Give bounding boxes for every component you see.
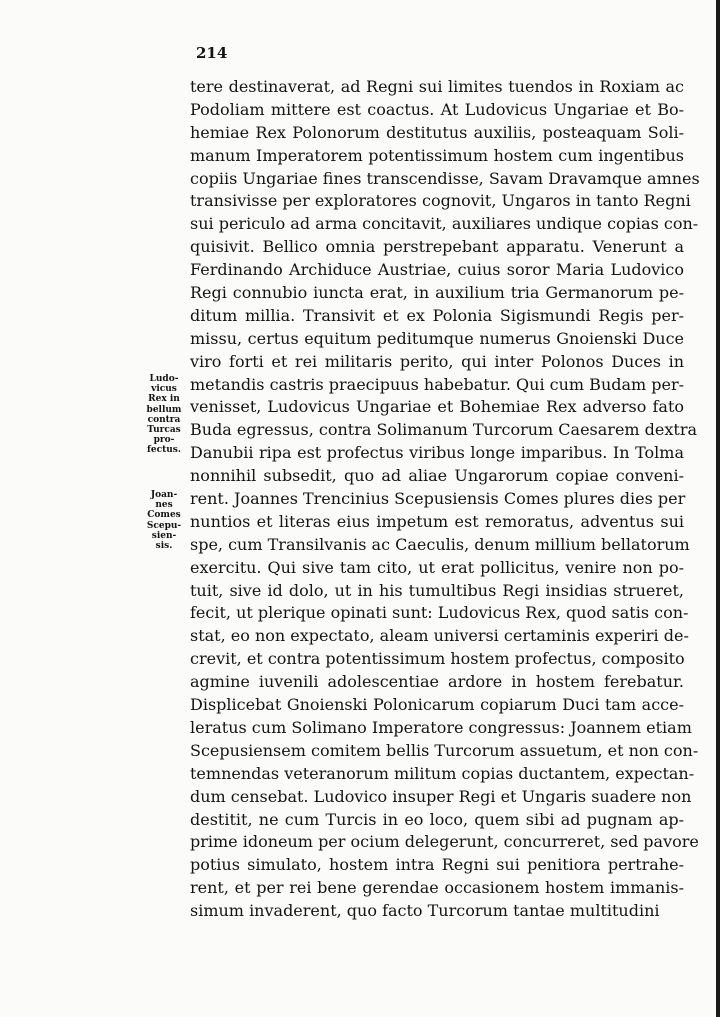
text-line: leratus cum Solimano Imperatore congressus: Joannem etiam [190,717,692,737]
text-line: quisivit. Bellico omnia perstrepebant apparatu. Venerunt a [190,237,684,257]
text-line: simum invaderent, quo facto Turcorum tantae multitudini [190,901,660,921]
margin-note-line: sien- [151,530,177,541]
text-line: crevit, et contra potentissimum hostem profectus, composito [190,649,685,669]
margin-note-line: Scepu- [146,520,182,531]
text-line: hemiae Rex Polonorum destitutus auxiliis, posteaquam Soli- [190,122,684,142]
margin-note-line: Rex in [148,394,180,405]
text-line: potius simulato, hostem intra Regni sui penitiora pertrahe- [190,855,684,875]
text-line: rent. Joannes Trencinius Scepusiensis Comes plures dies per [190,489,686,509]
text-line: metandis castris praecipuus habebatur. Qui cum Budam per- [190,374,685,394]
text-line: stat, eo non expectato, aleam universi certaminis experiri de- [190,626,689,646]
margin-note-line: Ludo- [149,374,179,384]
text-line: viro forti et rei militaris perito, qui inter Polonos Duces in [190,351,684,371]
margin-note-ludovicus [140,374,188,456]
text-line: transivisse per exploratores cognovit, Ungaros in tanto Regni [190,191,691,211]
text-line: tuit, sive id dolo, ut in his tumultibus Regi insidias strueret, [190,580,684,600]
margin-note-line: bellum [146,404,182,415]
text-line: Podoliam mittere est coactus. At Ludovicus Ungariae et Bo- [190,99,684,119]
margin-note-line: Comes [147,510,181,521]
margin-note-line: pro- [153,435,175,446]
text-line: nuntios et literas eius impetum est remoratus, adventus sui [190,511,684,531]
page-number: 214 [196,44,228,62]
text-line: dum censebat. Ludovico insuper Regi et Ungaris suadere non [190,786,692,806]
text-line: nonnihil subsedit, quo ad aliae Ungarorum copiae conveni- [190,466,684,486]
margin-note-line: vicus [151,384,177,395]
text-line: exercitu. Qui sive tam cito, ut erat pollicitus, venire non po- [190,557,684,577]
text-line: copiis Ungariae fines transcendisse, Savam Dravamque amnes [190,168,700,188]
text-line: spe, cum Transilvanis ac Caeculis, denum millium bellatorum [190,534,690,554]
body-text [190,76,700,923]
text-line: sui periculo ad arma concitavit, auxiliares undique copias con- [190,214,699,234]
scan-edge-shadow [716,0,720,1017]
text-line: prime idoneum per ocium delegerunt, concurreret, sed pavore [190,832,699,852]
text-line: missu, certus equitum peditumque numerus Gnoienski Duce [190,328,684,348]
text-line: Buda egressus, contra Solimanum Turcorum Caesarem dextra [190,420,698,440]
text-line: Regi connubio iuncta erat, in auxilium tria Germanorum pe- [190,283,684,303]
margin-note-line: Joan- [150,490,178,500]
text-line: tere destinaverat, ad Regni sui limites tuendos in Roxiam ac [190,77,684,96]
margin-note-line: nes [155,500,173,511]
text-line: manum Imperatorem potentissimum hostem cum ingentibus [190,145,684,165]
margin-note-line: sis. [155,541,173,552]
text-line: ditum millia. Transivit et ex Polonia Sigismundi Regis per- [190,305,684,325]
text-line: Scepusiensem comitem bellis Turcorum assuetum, et non con- [190,740,699,760]
text-line: venisset, Ludovicus Ungariae et Bohemiae Rex adverso fato [190,397,684,417]
margin-note-line: Turcas [147,425,181,436]
text-line: destitit, ne cum Turcis in eo loco, quem sibi ad pugnam ap- [190,809,684,829]
text-line: temnendas veteranorum militum copias ductantem, expectan- [190,763,695,783]
margin-note-line: contra [147,414,181,425]
text-line: agmine iuvenili adolescentiae ardore in hostem ferebatur. [190,672,684,692]
text-line: fecit, ut plerique opinati sunt: Ludovicus Rex, quod satis con- [190,603,689,623]
text-line: Displicebat Gnoienski Polonicarum copiarum Duci tam acce- [190,695,684,715]
margin-note-joannes [140,490,188,551]
text-line: rent, et per rei bene gerendae occasionem hostem immanis- [190,878,684,898]
text-line: Ferdinando Archiduce Austriae, cuius soror Maria Ludovico [190,260,684,280]
text-line: Danubii ripa est profectus viribus longe imparibus. In Tolma [190,443,684,463]
margin-note-line: fectus. [147,445,181,456]
